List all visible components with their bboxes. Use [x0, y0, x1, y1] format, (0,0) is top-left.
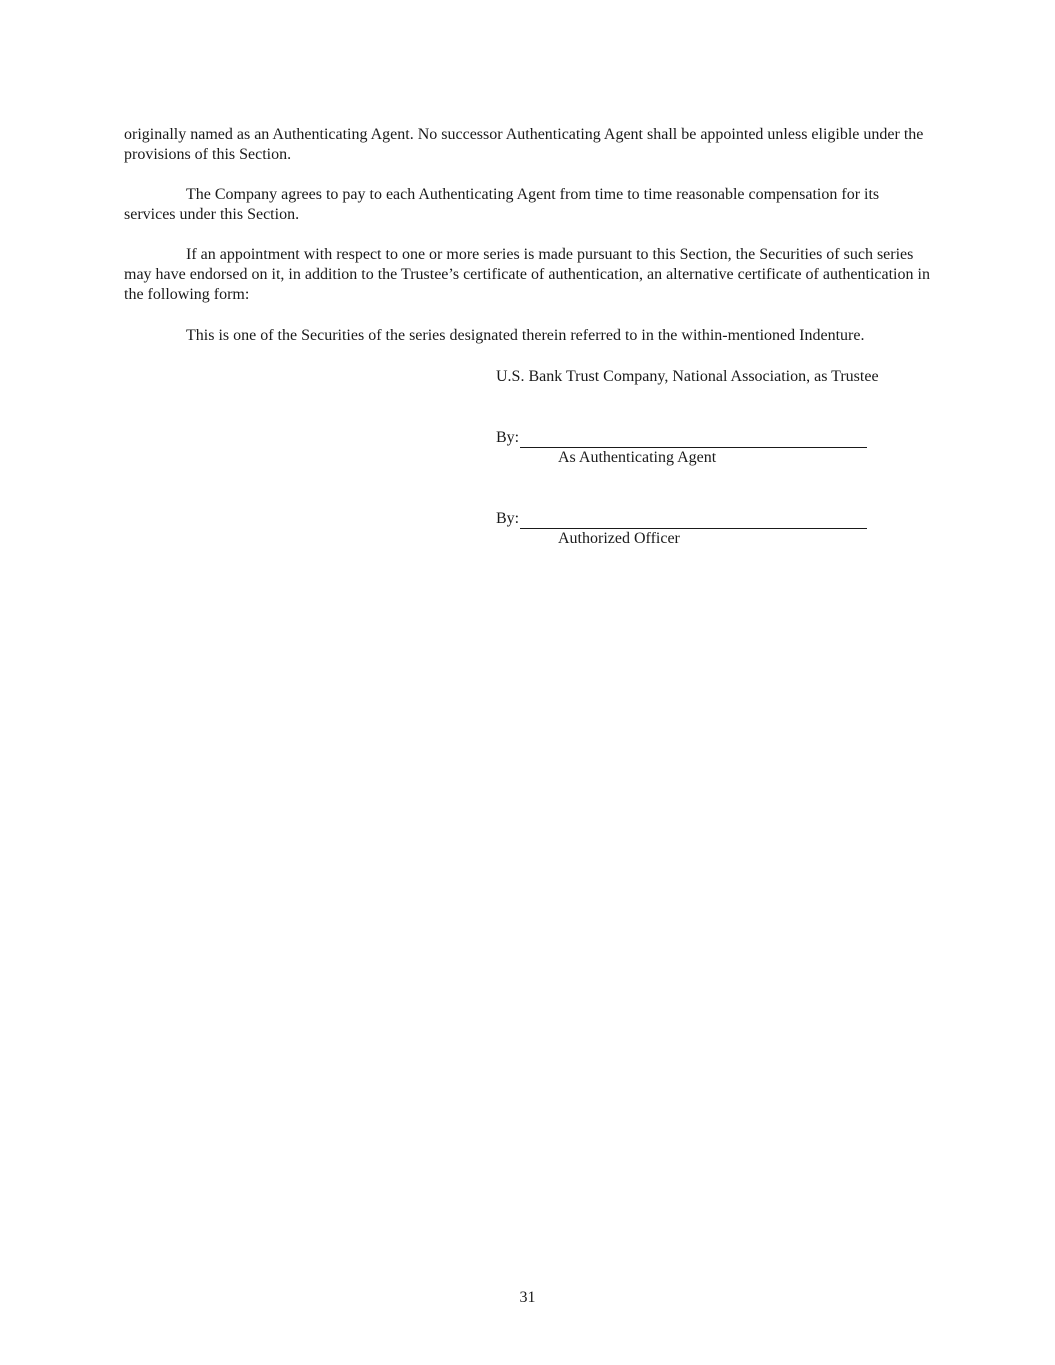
paragraph-certificate-statement: This is one of the Securities of the series designated therein referred to in the within-mentioned Indenture. — [186, 327, 865, 344]
paragraph-compensation: The Company agrees to pay to each Authenticating Agent from time to time reasonable compensation for its services under this Section. — [124, 186, 880, 223]
by-label: By: — [496, 510, 520, 527]
page-number: 31 — [519, 1289, 536, 1306]
signature-line — [496, 509, 867, 529]
signature-block-authenticating-agent — [496, 428, 867, 468]
paragraph-appointment: If an appointment with respect to one or more series is made pursuant to this Section, the Securities of such series may have endorsed on it, in addition to the Trustee’s certificate of authentication, an alternative certificate of authentication in the following form: — [124, 246, 930, 303]
paragraph-continuation: originally named as an Authenticating Agent. No successor Authenticating Agent shall be appointed unless eligible under the provisions of this Section. — [124, 126, 924, 163]
signature-block-authorized-officer — [496, 509, 867, 549]
signature-rule — [520, 432, 867, 448]
signature-caption: As Authenticating Agent — [558, 449, 717, 466]
signature-caption: Authorized Officer — [558, 530, 680, 547]
signature-rule — [520, 513, 867, 529]
signature-line — [496, 428, 867, 448]
trustee-name: U.S. Bank Trust Company, National Association, as Trustee — [496, 368, 879, 385]
by-label: By: — [496, 429, 520, 446]
